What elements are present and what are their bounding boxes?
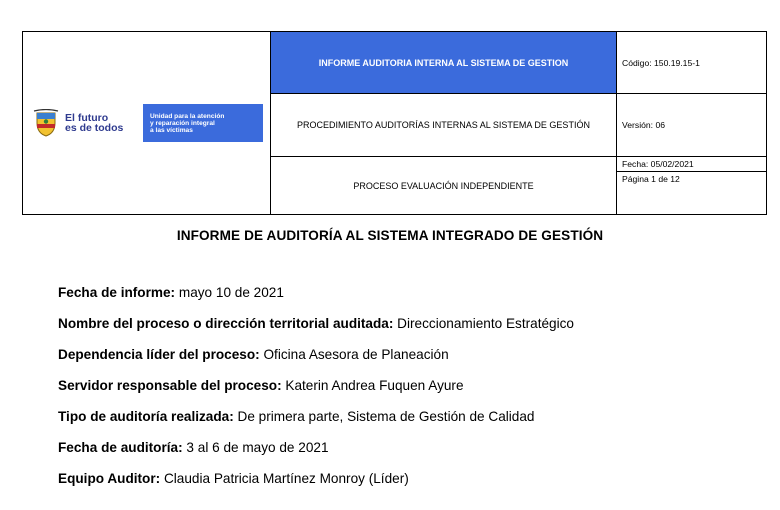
field-label: Nombre del proceso o dirección territorial auditada:	[58, 316, 394, 331]
logo-cell	[23, 32, 271, 215]
logo-unit-line2: y reparación integral	[150, 119, 215, 127]
field-value: 3 al 6 de mayo de 2021	[186, 440, 329, 455]
field-audit-team	[58, 469, 574, 500]
header-title-main: INFORME AUDITORIA INTERNA AL SISTEMA DE GESTION	[271, 32, 617, 94]
field-lead-dependency	[58, 345, 574, 376]
logo-unit-line1: Unidad para la atención	[150, 112, 225, 120]
field-value: Oficina Asesora de Planeación	[263, 347, 449, 362]
header-date-page-cell	[617, 157, 767, 215]
document-title: INFORME DE AUDITORÍA AL SISTEMA INTEGRADO DE GESTIÓN	[176, 228, 604, 243]
field-label: Equipo Auditor:	[58, 471, 161, 486]
header-title-procedure: PROCEDIMIENTO AUDITORÍAS INTERNAS AL SISTEMA DE GESTIÓN	[271, 94, 617, 157]
header-page: Página 1 de 12	[617, 171, 766, 186]
institution-logo	[31, 104, 263, 142]
field-audit-type	[58, 407, 574, 438]
field-value: De primera parte, Sistema de Gestión de Calidad	[237, 409, 535, 424]
field-value: Katerin Andrea Fuquen Ayure	[285, 378, 464, 393]
field-label: Dependencia líder del proceso:	[58, 347, 260, 362]
field-label: Servidor responsable del proceso:	[58, 378, 282, 393]
field-process-name	[58, 314, 574, 345]
header-title-process: PROCESO EVALUACIÓN INDEPENDIENTE	[271, 157, 617, 215]
report-fields	[58, 283, 574, 500]
logo-slogan-line1: El futuro	[65, 112, 109, 124]
coat-of-arms-icon	[33, 109, 59, 137]
field-value: Direccionamiento Estratégico	[397, 316, 574, 331]
field-label: Tipo de auditoría realizada:	[58, 409, 234, 424]
field-responsible-officer	[58, 376, 574, 407]
header-version: Versión: 06	[617, 94, 767, 157]
field-report-date	[58, 283, 574, 314]
document-header-table	[22, 31, 767, 215]
field-audit-date	[58, 438, 574, 469]
header-code: Código: 150.19.15-1	[617, 32, 767, 94]
field-value: Claudia Patricia Martínez Monroy (Líder)	[163, 471, 409, 486]
field-label: Fecha de informe:	[58, 285, 176, 300]
field-label: Fecha de auditoría:	[58, 440, 183, 455]
header-date: Fecha: 05/02/2021	[622, 159, 694, 169]
field-value: mayo 10 de 2021	[178, 285, 284, 300]
logo-unit-line3: a las víctimas	[150, 126, 193, 134]
logo-slogan-line2: es de todos	[65, 122, 124, 134]
